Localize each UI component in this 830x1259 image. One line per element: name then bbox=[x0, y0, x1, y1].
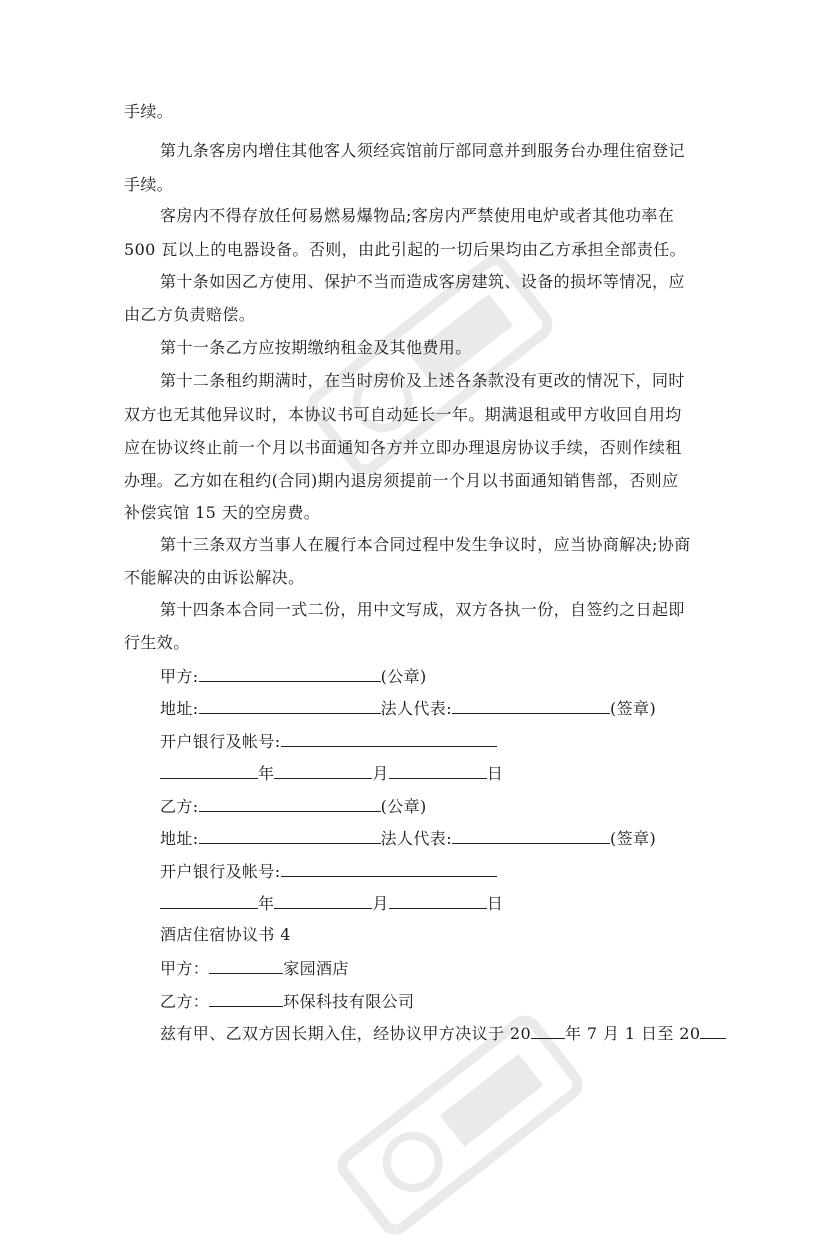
article-12-line: 应在协议终止前一个月以书面通知各方并立即办理退房协议手续，否则作续租 bbox=[124, 438, 682, 457]
end-year-blank[interactable] bbox=[700, 1022, 726, 1039]
party-b-row bbox=[160, 795, 427, 817]
month-blank[interactable] bbox=[274, 762, 372, 779]
party-b-label: 乙方: bbox=[160, 797, 199, 816]
article-10-line: 第十条如因乙方使用、保护不当而造成客房建筑、设备的损坏等情况，应 bbox=[160, 272, 685, 291]
agreement-title: 酒店住宿协议书 4 bbox=[160, 925, 291, 944]
party-b-blank[interactable] bbox=[199, 795, 381, 812]
paragraph-line: 手续。 bbox=[124, 102, 174, 121]
party-b-bank-row bbox=[160, 860, 497, 882]
intro-text: 兹有甲、乙双方因长期入住，经协议甲方决议于 20 bbox=[160, 1024, 532, 1043]
party-b-seal: (公章) bbox=[380, 797, 427, 816]
year-label: 年 bbox=[258, 894, 275, 913]
bank-account-label: 开户银行及帐号: bbox=[160, 732, 281, 751]
article-10-line: 由乙方负责赔偿。 bbox=[124, 305, 256, 324]
legal-rep-label: 法人代表: bbox=[380, 829, 452, 848]
bank-account-blank[interactable] bbox=[281, 860, 497, 877]
party-b-address-row bbox=[160, 827, 656, 849]
party-a-name: 家园酒店 bbox=[283, 959, 349, 978]
month-blank[interactable] bbox=[274, 892, 372, 909]
paragraph-line: 客房内不得存放任何易燃易爆物品;客房内严禁使用电炉或者其他功率在 bbox=[160, 206, 675, 225]
month-label: 月 bbox=[372, 764, 389, 783]
signature-seal: (签章) bbox=[610, 829, 657, 848]
paragraph-line: 500 瓦以上的电器设备。否则，由此引起的一切后果均由乙方承担全部责任。 bbox=[124, 240, 687, 259]
party-a-bank-row bbox=[160, 730, 497, 752]
party-a-seal: (公章) bbox=[380, 667, 427, 686]
article-12-line: 补偿宾馆 15 天的空房费。 bbox=[124, 503, 321, 522]
year-blank[interactable] bbox=[160, 762, 258, 779]
article-13-line: 不能解决的由诉讼解决。 bbox=[124, 568, 305, 587]
article-11-line: 第十一条乙方应按期缴纳租金及其他费用。 bbox=[160, 338, 472, 357]
article-12-line: 办理。乙方如在租约(合同)期内退房须提前一个月以书面通知销售部，否则应 bbox=[124, 471, 679, 490]
year-label: 年 bbox=[258, 764, 275, 783]
article-9-line: 第九条客房内增住其他客人须经宾馆前厅部同意并到服务台办理住宿登记 bbox=[160, 141, 685, 160]
address-label: 地址: bbox=[160, 699, 199, 718]
signature-seal: (签章) bbox=[610, 699, 657, 718]
party-b-date-row bbox=[160, 892, 503, 914]
legal-rep-label: 法人代表: bbox=[380, 699, 452, 718]
legal-rep-blank[interactable] bbox=[452, 697, 610, 714]
address-label: 地址: bbox=[160, 829, 199, 848]
day-blank[interactable] bbox=[389, 892, 487, 909]
bank-account-blank[interactable] bbox=[281, 730, 497, 747]
agreement-intro-line bbox=[160, 1022, 726, 1044]
article-13-line: 第十三条双方当事人在履行本合同过程中发生争议时，应当协商解决;协商 bbox=[160, 535, 691, 554]
day-label: 日 bbox=[486, 764, 504, 783]
party-a-blank[interactable] bbox=[209, 957, 283, 974]
address-blank[interactable] bbox=[199, 827, 381, 844]
article-14-line: 第十四条本合同一式二份，用中文写成，双方各执一份，自签约之日起即 bbox=[160, 600, 685, 619]
address-blank[interactable] bbox=[199, 697, 381, 714]
party-b-blank[interactable] bbox=[209, 990, 283, 1007]
party-a-label: 甲方： bbox=[160, 959, 210, 978]
agreement-party-a-row bbox=[160, 957, 349, 979]
party-a-row bbox=[160, 665, 427, 687]
legal-rep-blank[interactable] bbox=[452, 827, 610, 844]
article-12-line: 双方也无其他异议时，本协议书可自动延长一年。期满退租或甲方收回自用均 bbox=[124, 405, 682, 424]
day-label: 日 bbox=[486, 894, 504, 913]
bank-account-label: 开户银行及帐号: bbox=[160, 862, 281, 881]
party-a-date-row bbox=[160, 762, 503, 784]
party-b-label: 乙方： bbox=[160, 992, 210, 1011]
intro-text-cont: 年 7 月 1 日至 20 bbox=[565, 1024, 701, 1043]
article-12-line: 第十二条租约期满时，在当时房价及上述各条款没有更改的情况下，同时 bbox=[160, 371, 685, 390]
article-14-line: 行生效。 bbox=[124, 633, 190, 652]
day-blank[interactable] bbox=[389, 762, 487, 779]
party-b-name: 环保科技有限公司 bbox=[283, 992, 415, 1011]
month-label: 月 bbox=[372, 894, 389, 913]
year-blank[interactable] bbox=[160, 892, 258, 909]
year-suffix-blank[interactable] bbox=[531, 1022, 565, 1039]
party-a-address-row bbox=[160, 697, 656, 719]
party-a-blank[interactable] bbox=[199, 665, 381, 682]
party-a-label: 甲方: bbox=[160, 667, 199, 686]
article-9-line: 手续。 bbox=[124, 175, 174, 194]
agreement-party-b-row bbox=[160, 990, 414, 1012]
